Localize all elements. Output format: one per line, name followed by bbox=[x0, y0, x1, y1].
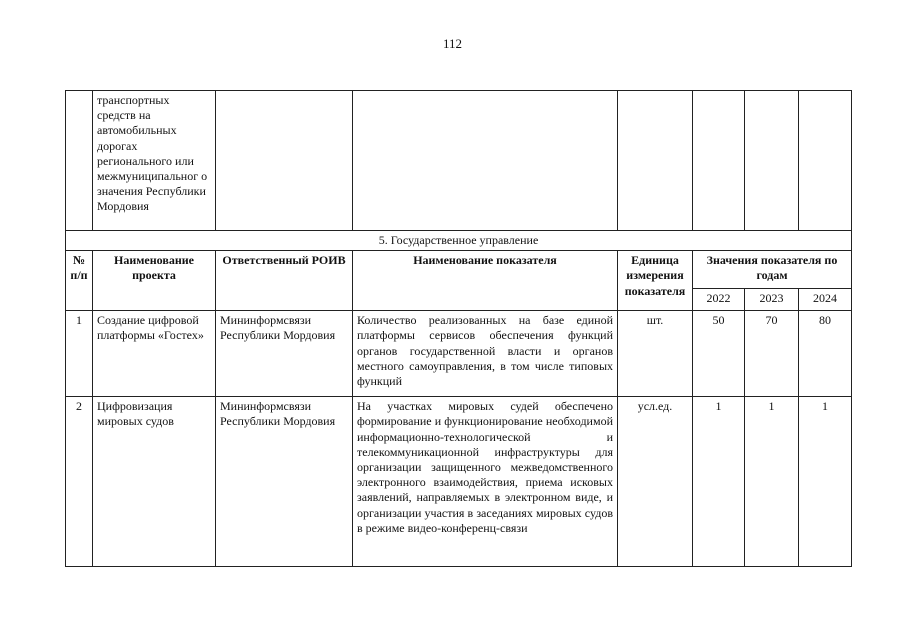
section-row bbox=[66, 231, 852, 251]
row-project: Создание цифровой платформы «Гостех» bbox=[93, 311, 216, 397]
section-title: 5. Государственное управление bbox=[66, 231, 852, 251]
header-unit: Единица измерения показателя bbox=[618, 251, 693, 311]
row-value: 1 bbox=[693, 397, 745, 567]
table-row bbox=[66, 311, 852, 397]
row-indicator: Количество реализованных на базе единой платформы сервисов обеспечения функций органов государственной власти и органов местного самоуправления, в том числе типовых функций bbox=[353, 311, 618, 397]
cell-empty bbox=[693, 91, 745, 231]
header-row bbox=[66, 251, 852, 289]
header-num: № п/п bbox=[66, 251, 93, 311]
cell-empty bbox=[799, 91, 852, 231]
table-row bbox=[66, 397, 852, 567]
row-value: 80 bbox=[799, 311, 852, 397]
row-indicator: На участках мировых судей обеспечено формирование и функционирование необходимой информационно-технологической и телекоммуникационной инфраструктуры для организации защищенного межведомственного электронного взаимодействия, приема исковых заявлений, направляемых в электронном виде, и организации участия в заседаниях мировых судов в режиме видео-конференц-связи bbox=[353, 397, 618, 567]
row-num: 1 bbox=[66, 311, 93, 397]
header-year: 2022 bbox=[693, 289, 745, 311]
row-value: 70 bbox=[745, 311, 799, 397]
header-indicator: Наименование показателя bbox=[353, 251, 618, 311]
cell-empty bbox=[745, 91, 799, 231]
page-number: 112 bbox=[442, 36, 463, 51]
row-project: Цифровизация мировых судов bbox=[93, 397, 216, 567]
header-values: Значения показателя по годам bbox=[693, 251, 852, 289]
row-unit: шт. bbox=[618, 311, 693, 397]
row-unit: усл.ед. bbox=[618, 397, 693, 567]
cell-empty bbox=[66, 91, 93, 231]
cell-empty bbox=[353, 91, 618, 231]
continuation-row bbox=[66, 91, 852, 231]
row-num: 2 bbox=[66, 397, 93, 567]
row-roiv: Мининформсвязи Республики Мордовия bbox=[216, 397, 353, 567]
header-year: 2023 bbox=[745, 289, 799, 311]
continuation-project-text: транспортных средств на автомобильных дорогах регионального или межмуниципальног о значения Республики Мордовия bbox=[93, 91, 216, 231]
row-value: 1 bbox=[799, 397, 852, 567]
row-value: 1 bbox=[745, 397, 799, 567]
header-roiv: Ответственный РОИВ bbox=[216, 251, 353, 311]
row-value: 50 bbox=[693, 311, 745, 397]
indicators-table bbox=[65, 90, 852, 567]
cell-empty bbox=[618, 91, 693, 231]
header-year: 2024 bbox=[799, 289, 852, 311]
header-project: Наименование проекта bbox=[93, 251, 216, 311]
cell-empty bbox=[216, 91, 353, 231]
row-roiv: Мининформсвязи Республики Мордовия bbox=[216, 311, 353, 397]
